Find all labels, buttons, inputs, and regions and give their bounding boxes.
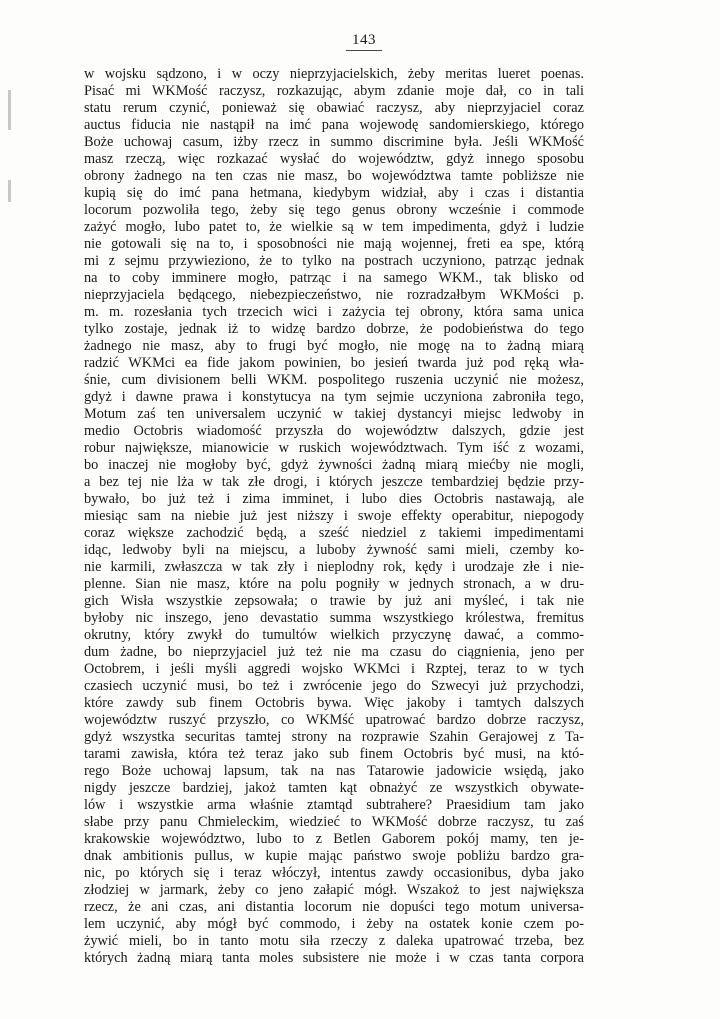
text-line: żadnego nie masz, aby to frugi być mogło, nie mogę na to żadną miarą: [84, 338, 584, 354]
text-line: tylko zostaje, jednak iż to widzę bardzo dobrze, że podobieństwa do tego: [84, 321, 584, 337]
text-line: lów i wszystkie arma właśnie ztamtąd subtrahere? Praesidium tam jako: [84, 797, 584, 813]
text-line: krakowskie województwo, lubo to z Betlen Gaborem pokój mamy, ten je-: [84, 831, 584, 847]
text-line: rego Boże uchowaj lapsum, tak na nas Tatarowie jadowicie wsiędą, jako: [84, 763, 584, 779]
text-line: radzić WKMci ea fide jakom powinien, bo jesień twarda już pod ręką wła-: [84, 355, 584, 371]
text-line: m. m. rozesłania tych trzecich wici i zażycia tej obrony, która sama unica: [84, 304, 584, 320]
text-line: słabe przy panu Chmieleckim, wiedzieć to WKMość dobrze raczysz, tu zaś: [84, 814, 584, 830]
text-line: bo inaczej nie mogłoby być, gdyż żywności żadną miarą miećby nie mogli,: [84, 457, 584, 473]
scan-margin-mark: [8, 180, 11, 202]
text-line: miesiąc sam na niebie już jest niższy i swoje effekty operabitur, niepogody: [84, 508, 584, 524]
text-line: których żadną miarą tanta moles subsistere nie może i w czas tanta corpora: [84, 950, 584, 966]
text-line: medio Octobris wiadomość przyszła do województw dalszych, gdzie jest: [84, 423, 584, 439]
text-line: coraz większe zachodzić będą, a sześć niedziel z takiemi impedimentami: [84, 525, 584, 541]
text-line: locorum pozwoliła tego, żeby się tego genus obrony wcześnie i commode: [84, 202, 584, 218]
text-line: byłoby nic inszego, jeno devastatio summa wszystkiego królestwa, fremitus: [84, 610, 584, 626]
text-line: robur największe, mianowicie w ruskich województwach. Tym iść z wozami,: [84, 440, 584, 456]
text-line: Motum zaś ten universalem uczynić w takiej dystancyi miejsc ledwoby in: [84, 406, 584, 422]
text-line: mi z sejmu przywieziono, że to tylko na postrach uczyniono, patrząc jednak: [84, 253, 584, 269]
text-line: okrutny, który zwykł do tumultów wielkich przyczynę dawać, a commo-: [84, 627, 584, 643]
text-line: czasiech uczynić musi, bo też i zwrócenie jego do Szwecyi już przychodzi,: [84, 678, 584, 694]
text-line: na to coby imminere mogło, patrząc i na samego WKM., tak blisko od: [84, 270, 584, 286]
text-line: idąc, ledwoby byli na miejscu, a luboby żywność sami mieli, czemby ko-: [84, 542, 584, 558]
text-line: w wojsku sądzono, i w oczy nieprzyjacielskich, żeby meritas lueret poenas.: [84, 66, 584, 82]
text-line: nigdy jeszcze bardziej, jakoż tamten kąt obnażyć ze wszystkich obywate-: [84, 780, 584, 796]
text-line: nic, po których się i teraz włóczył, intentus zawdy occasionibus, dyba jako: [84, 865, 584, 881]
text-line: gdyż wszystka securitas tamtej strony na rozprawie Szahin Gerajowej z Ta-: [84, 729, 584, 745]
text-line: gich Wisła wszystkie zepsowała; o trawie by już ani myśleć, i tak nie: [84, 593, 584, 609]
text-line: Boże uchowaj casum, iżby rzecz in summo discrimine była. Jeśli WKMość: [84, 134, 584, 150]
page-number: [0, 32, 720, 51]
text-line: kupią się do imć pana hetmana, kiedybym widział, aby i czas i distantia: [84, 185, 584, 201]
text-line: śnie, cum divisionem belli WKM. pospolitego ruszenia uczynić nie możesz,: [84, 372, 584, 388]
text-line: Octobrem, i jeśli myśli aggredi wojsko WKMci i Rzptej, teraz to w tych: [84, 661, 584, 677]
text-line: złodziej w jarmark, żeby co jeno załapić mógł. Wszakoż to jest największa: [84, 882, 584, 898]
text-line: tarami zawisła, która też teraz jako sub finem Octobris być musi, na któ-: [84, 746, 584, 762]
page-number-text: 143: [346, 32, 382, 51]
text-line: nieprzyjaciela będącego, niebezpieczeństwo, nie rozradzałbym WKMości p.: [84, 287, 584, 303]
text-line: nie karmili, zwłaszcza w tak zły i nieplodny rok, kędy i urodzaje złe i nie-: [84, 559, 584, 575]
text-line: obrony żadnego na ten czas nie masz, bo województwa tamte pobliższe nie: [84, 168, 584, 184]
text-line: Pisać mi WKMość raczysz, rozkazując, abym zdanie moje dał, co in tali: [84, 83, 584, 99]
text-line: bywało, bo już też i zima imminet, i lubo dies Octobris nastawają, ale: [84, 491, 584, 507]
text-line: rzecz, że ani czas, ani distantia locorum nie dopuści tego motum universa-: [84, 899, 584, 915]
text-line: auctus fiducia nie nastąpił na imć pana wojewodę sandomierskiego, którego: [84, 117, 584, 133]
scan-margin-mark: [8, 90, 11, 130]
text-line: dnak ambitionis pullus, w kupie mając państwo swoje pobliżu bardzo gra-: [84, 848, 584, 864]
text-line: województw ruszyć przyszło, co WKMść upatrować bardzo dobrze raczysz,: [84, 712, 584, 728]
text-line: a bez tej nie lża w tak złe drogi, i których jeszcze tembardziej będzie przy-: [84, 474, 584, 490]
text-line: masz rzeczą, więc rozkazać wysłać do województw, gdyż innego sposobu: [84, 151, 584, 167]
text-line: dum żadne, bo nieprzyjaciel już też nie ma czasu do ciągnienia, jeno per: [84, 644, 584, 660]
text-line: plenne. Sian nie masz, które na polu pogniły w jednych stronach, a w dru-: [84, 576, 584, 592]
text-line: żywić mieli, bo in tanto motu siła rzeczy z daleka upatrować trzeba, bez: [84, 933, 584, 949]
body-text: [84, 66, 584, 967]
text-line: które zawdy sub finem Octobris bywa. Więc jakoby i tamtych dalszych: [84, 695, 584, 711]
text-line: statu rerum czynić, ponieważ się obawiać raczysz, aby nieprzyjaciel coraz: [84, 100, 584, 116]
text-line: gdyż i dawne prawa i konstytucya na tym sejmie uczyniona zabroniła tego,: [84, 389, 584, 405]
text-line: lem uczynić, aby mógł być commodo, i żeby na ostatek konie czem po-: [84, 916, 584, 932]
text-line: zażyć mogło, lubo patet to, że wielkie są w tem impedimenta, gdyż i ludzie: [84, 219, 584, 235]
text-line: nie gotowali się na to, i sposobności nie mają wojennej, freti ea spe, którą: [84, 236, 584, 252]
